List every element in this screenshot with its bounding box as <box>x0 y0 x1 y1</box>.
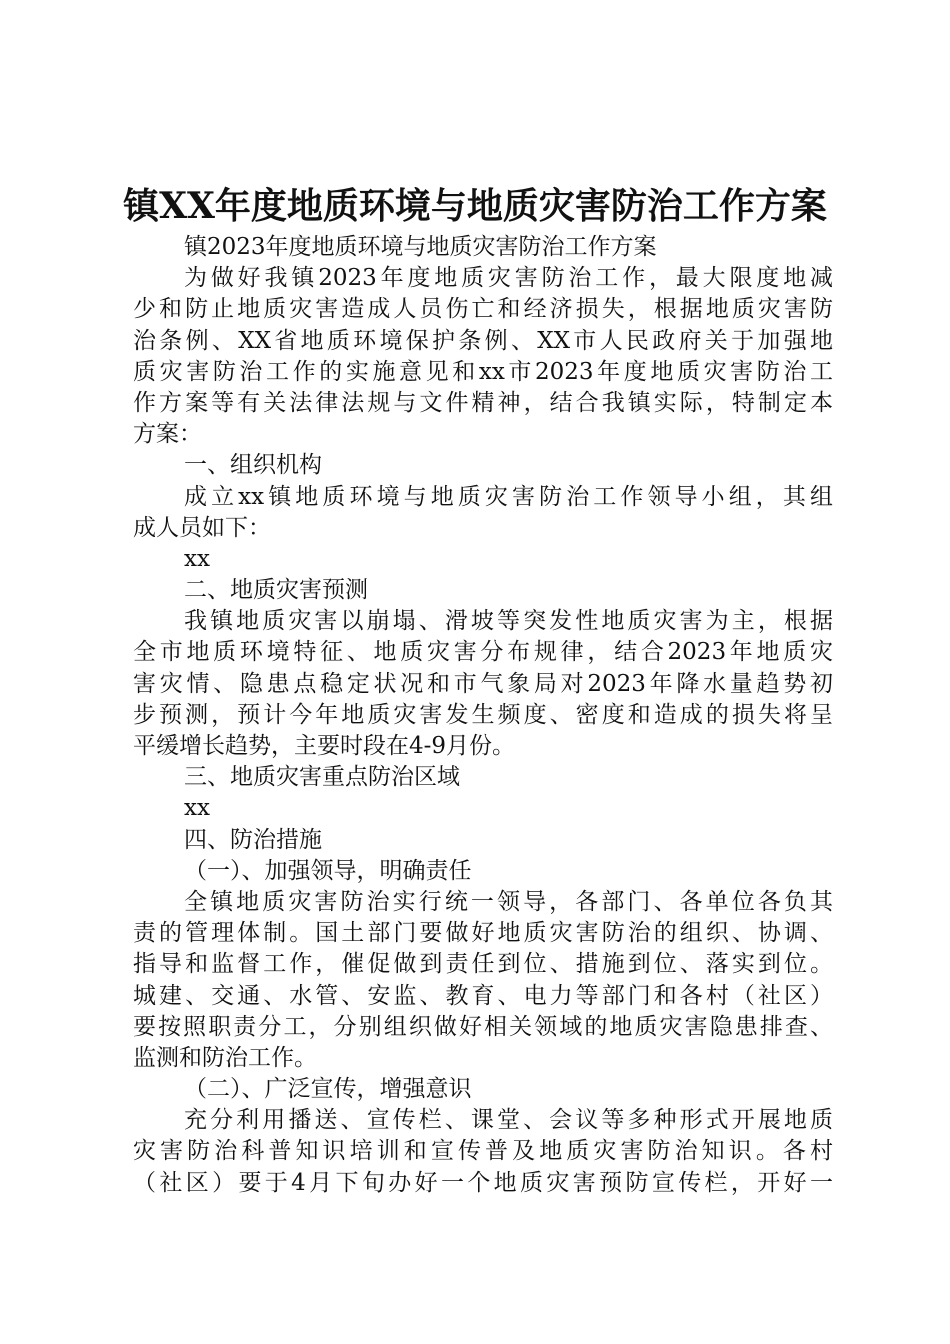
text-line: 镇2023年度地质环境与地质灾害防治工作方案 <box>184 234 657 260</box>
text-line: xx <box>184 795 210 822</box>
text-line: 平缓增长趋势，主要时段在4-9月份。 <box>133 733 516 759</box>
text-line: 治条例、XX省地质环境保护条例、XX市人民政府关于加强地 <box>133 327 833 354</box>
text-line: 成人员如下： <box>133 514 271 541</box>
text-line: 全镇地质灾害防治实行统一领导，各部门、各单位各负其 <box>184 888 833 915</box>
text-line: 一、组织机构 <box>184 452 322 479</box>
text-line: （一）、加强领导，明确责任 <box>184 857 472 884</box>
text-line: 步预测，预计今年地质灾害发生频度、密度和造成的损失将呈 <box>133 701 833 728</box>
text-line: 害灾情、隐患点稳定状况和市气象局对2023年降水量趋势初 <box>133 670 833 697</box>
text-line: 成立xx镇地质环境与地质灾害防治工作领导小组，其组 <box>184 483 833 510</box>
text-line: 城建、交通、水管、安监、教育、电力等部门和各村（社区） <box>133 982 833 1009</box>
text-line: 为做好我镇2023年度地质灾害防治工作，最大限度地减 <box>184 265 833 292</box>
text-line: 充分利用播送、宣传栏、课堂、会议等多种形式开展地质 <box>184 1107 833 1134</box>
document-body <box>133 232 833 1199</box>
text-line: 责的管理体制。国土部门要做好地质灾害防治的组织、协调、 <box>133 920 833 947</box>
text-line: 我镇地质灾害以崩塌、滑坡等突发性地质灾害为主，根据 <box>184 608 833 635</box>
text-line: 指导和监督工作，催促做到责任到位、措施到位、落实到位。 <box>133 951 833 978</box>
text-line: 监测和防治工作。 <box>133 1044 317 1071</box>
text-line: 二、地质灾害预测 <box>184 577 368 604</box>
text-line: （二）、广泛宣传，增强意识 <box>184 1076 472 1103</box>
text-line: 质灾害防治工作的实施意见和xx市2023年度地质灾害防治工 <box>133 358 833 385</box>
document-title: 镇XX年度地质环境与地质灾害防治工作方案 <box>123 185 827 227</box>
text-line: 要按照职责分工，分别组织做好相关领域的地质灾害隐患排查、 <box>133 1013 833 1040</box>
text-line: 作方案等有关法律法规与文件精神，结合我镇实际，特制定本 <box>133 389 833 416</box>
text-line: 全市地质环境特征、地质灾害分布规律，结合2023年地质灾 <box>133 639 833 666</box>
text-line: 少和防止地质灾害造成人员伤亡和经济损失，根据地质灾害防 <box>133 296 833 323</box>
text-line: 四、防治措施 <box>184 826 322 853</box>
text-line: xx <box>184 545 210 572</box>
text-line: （社区）要于4月下旬办好一个地质灾害预防宣传栏，开好一 <box>133 1169 833 1196</box>
text-line: 三、地质灾害重点防治区域 <box>184 764 460 791</box>
text-line: 灾害防治科普知识培训和宣传普及地质灾害防治知识。各村 <box>133 1138 833 1165</box>
text-line: 方案： <box>133 421 202 448</box>
